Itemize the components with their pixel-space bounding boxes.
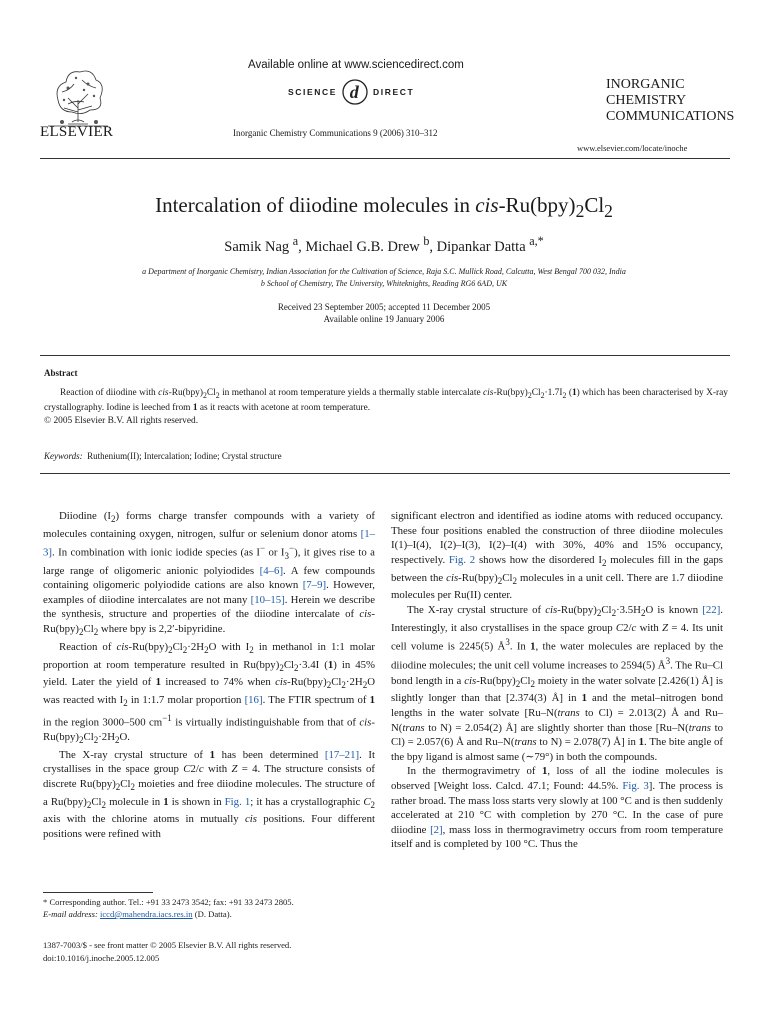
- sciencedirect-left: SCIENCE: [288, 87, 337, 97]
- title-text: Intercalation of diiodine molecules in cis-$Ru(bpy)_2Cl_2$: [155, 193, 613, 222]
- front-matter: [43, 939, 375, 965]
- email-label: E-mail address:: [43, 909, 98, 919]
- citation-link[interactable]: [7–9]: [302, 579, 327, 592]
- figure-link[interactable]: Fig. 1: [224, 795, 251, 808]
- author-list: Samik Nag $^a$, Michael G.B. Drew $^b$, Dipankar Datta $^{a,*}$: [224, 234, 544, 255]
- affiliations: [30, 266, 738, 290]
- paragraph: The X-ray crystal structure of cis-$Ru(bpy)_2Cl_2\cdot 3.5H_2O$ is known [22]. Interestingly, it also crystallises in the space group C2/c with Z = 4. Its unit cell volume is 2245(5) $Å^3$. In 1, the water molecules are replaced by the diiodine molecules; the unit cell volume increases to 2594(5) $Å^3$. The Ru–Cl bond length in a cis-$Ru(bpy)_2Cl_2$ moiety in the water solvate [2.426(1) Å] is slightly longer than that [2.374(3) Å] in 1 and the metal–nitrogen bond lengths in the water solvate [Ru–N(trans to Cl) = 2.013(2) Å and Ru–N(trans to N) = 2.054(2) Å] are slightly shorter than those [Ru–N(trans to Cl) = 2.057(6) Å and Ru–N(trans to N) = 2.078(7) Å] in 1. The bite angle of the bpy ligand is almost same (∼79°) in both the compounds.: [391, 603, 724, 763]
- body-right-column: [391, 509, 723, 852]
- abstract-text: Reaction of diiodine with cis-$Ru(bpy)_2Cl_2$ in methanol at room temperature yields a thermally stable intercalate cis-$Ru(bpy)_2Cl_2\cdot 1.7I_2$ (1) which has been characterised by X-ray crystallography. Iodine is leeched from 1 as it reacts with acetone at room temperature.: [44, 388, 728, 414]
- article-dates: [0, 301, 768, 325]
- sciencedirect-d-icon: [341, 78, 369, 106]
- body-left-column: [43, 509, 375, 842]
- citation-link[interactable]: [2]: [430, 823, 443, 836]
- abstract-body: [44, 387, 728, 427]
- paragraph: Reaction of cis-$Ru(bpy)_2Cl_2\cdot 2H_2O$ with $I_2$ in methanol in 1:1 molar proportion at room temperature resulted in $Ru(bpy)_2Cl_2\cdot 3.4I$ (1) in 45% yield. Later the yield of 1 increased to 74% when cis-$Ru(bpy)_2Cl_2\cdot 2H_2O$ was reacted with $I_2$ in 1:1.7 molar proportion [16]. The FTIR spectrum of 1 in the region 3000–500 $cm^{-1}$ is virtually indistinguishable from that of cis-$Ru(bpy)_2Cl_2\cdot 2H_2O$.: [43, 640, 376, 746]
- online-date: Available online 19 January 2006: [323, 314, 445, 324]
- email-link[interactable]: iccd@mahendra.iacs.res.in: [99, 909, 193, 919]
- journal-title: [606, 77, 734, 125]
- keywords: [44, 451, 282, 461]
- email-line: [43, 908, 375, 920]
- abstract-heading: Abstract: [44, 368, 78, 378]
- journal-title-line: INORGANIC: [606, 77, 685, 92]
- received-date: Received 23 September 2005; accepted 11 December 2005: [277, 302, 491, 312]
- journal-url[interactable]: www.elsevier.com/locate/inoche: [577, 143, 688, 153]
- issn-line: 1387-7003/$ - see front matter © 2005 Elsevier B.V. All rights reserved.: [43, 940, 292, 950]
- email-suffix: (D. Datta).: [194, 909, 232, 919]
- affiliation-a: a Department of Inorganic Chemistry, Indian Association for the Cultivation of Science, Raja S.C. Mullick Road, Calcutta, West Bengal 700 032, India: [142, 267, 626, 276]
- journal-title-line: CHEMISTRY: [606, 93, 687, 108]
- figure-link[interactable]: Fig. 3: [622, 779, 649, 792]
- footnote-rule: [43, 892, 153, 893]
- affiliation-b: b School of Chemistry, The University, Whiteknights, Reading RG6 6AD, UK: [260, 279, 508, 288]
- paragraph: Diiodine $(I_2)$ forms charge transfer compounds with a variety of molecules containing oxygen, nitrogen, sulfur or selenium donor atoms [1–3]. In combination with ionic iodide species (as I− or $I_3^-$), it gives rise to a large range of oligomeric anionic polyiodides [4–6]. A few compounds containing oligomeric polyiodide cations are also known [7–9]. However, examples of diiodine intercalates are not many [10–15]. Herein we describe the synthesis, structure and properties of the diiodine intercalate of cis-$Ru(bpy)_2Cl_2$ where bpy is 2,2′-bipyridine.: [43, 510, 376, 638]
- keywords-label: Keywords:: [44, 451, 83, 461]
- journal-citation: Inorganic Chemistry Communications 9 (2006) 310–312: [233, 128, 438, 138]
- article-title: [0, 193, 768, 222]
- citation-link[interactable]: [17–21]: [324, 748, 360, 761]
- available-online-text: Available online at www.sciencedirect.com: [248, 59, 464, 71]
- citation-link[interactable]: [22]: [702, 603, 721, 616]
- doi-line[interactable]: doi:10.1016/j.inoche.2005.12.005: [43, 953, 160, 963]
- abstract-bottom-rule: [40, 473, 730, 474]
- abstract-copyright: © 2005 Elsevier B.V. All rights reserved.: [44, 415, 199, 426]
- footnote: [43, 896, 375, 920]
- corresponding-author: * Corresponding author. Tel.: +91 33 2473 3542; fax: +91 33 2473 2805.: [43, 897, 294, 907]
- citation-link[interactable]: [10–15]: [250, 593, 285, 606]
- figure-link[interactable]: Fig. 2: [448, 553, 476, 566]
- citation-link[interactable]: [1–3]: [43, 527, 375, 559]
- journal-title-line: COMMUNICATIONS: [606, 109, 735, 124]
- paragraph: The X-ray crystal structure of 1 has been determined [17–21]. It crystallises in the space group C2/c with Z = 4. The structure consists of discrete $Ru(bpy)_2Cl_2$ moieties and free diiodine molecules. The structure of a $Ru(bpy)_2Cl_2$ molecule in 1 is shown in Fig. 1; it has a crystallographic $C_2$ axis with the chlorine atoms in mutually cis positions. Four different positions were refined with: [43, 748, 376, 841]
- sciencedirect-right: DIRECT: [373, 87, 415, 97]
- svg-text:d: d: [349, 82, 361, 102]
- citation-link[interactable]: [4–6]: [259, 564, 284, 577]
- paragraph: In the thermogravimetry of 1, loss of all the iodine molecules is observed [Weight loss. Calcd. 47.1; Found: 44.5%. Fig. 3]. The process is rather broad. The mass loss starts very slowly at 100 °C and is then suddenly accelerated at 210 °C with completion by 270 °C. In the case of pure diiodine [2], mass loss in thermogravimetry occurs from room temperature itself and is completed by 100 °C. Thus the: [391, 765, 723, 851]
- header-rule: [40, 158, 730, 159]
- paragraph: significant electron and identified as iodine atoms with reduced occupancy. These four positions enabled the construction of three diiodine molecules I(1)–I(4), I(2)–I(3), I(2)–I(4) with 30%, 40% and 15% occupancy, respectively. Fig. 2 shows how the disordered $I_2$ molecules fill in the gaps between the cis-$Ru(bpy)_2Cl_2$ molecules in a unit cell. There are 1.7 diiodine molecules per Ru(II) center.: [391, 510, 723, 602]
- abstract-top-rule: [40, 355, 730, 356]
- citation-link[interactable]: [16]: [244, 694, 263, 707]
- publisher-name: ELSEVIER: [40, 124, 114, 140]
- keywords-list: Ruthenium(II); Intercalation; Iodine; Crystal structure: [87, 451, 282, 461]
- sciencedirect-logo: [288, 78, 414, 106]
